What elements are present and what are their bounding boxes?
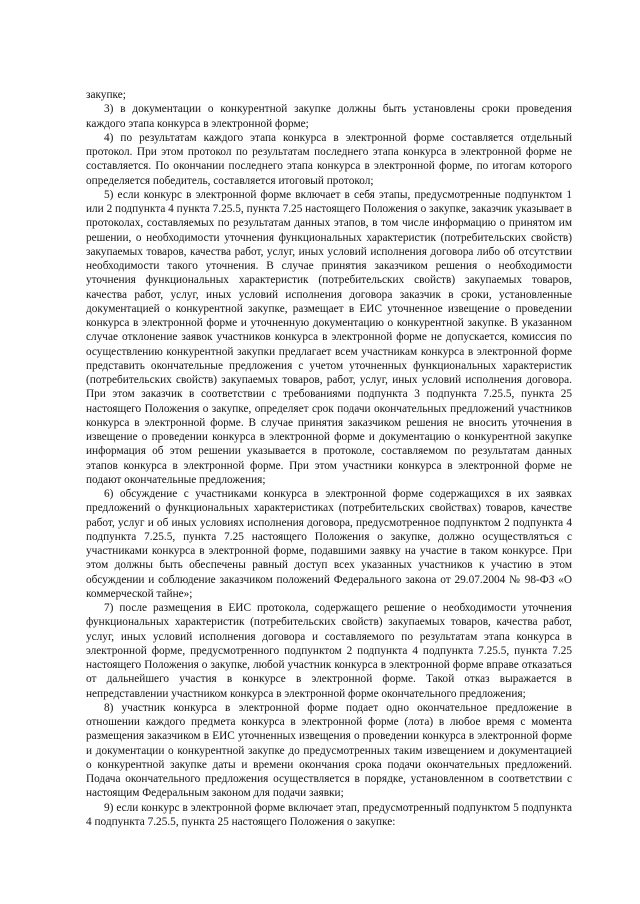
document-body (86, 88, 572, 829)
paragraph-item-9: 9) если конкурс в электронной форме включает этап, предусмотренный подпунктом 5 подпункта 4 подпункта 7.25.5, пункта 25 настоящего Положения о закупке: (86, 801, 572, 828)
paragraph-item-7: 7) после размещения в ЕИС протокола, содержащего решение о необходимости уточнения функциональных характеристик (потребительских свойств) закупаемых товаров, качества работ, услуг, иных условий исполнения договора и составляемого по результатам этапа конкурса в электронной форме, предусмотренного подпунктом 2 подпункта 4 подпункта 7.25.5, пункта 7.25 настоящего Положения о закупке, любой участник конкурса в электронной форме вправе отказаться от дальнейшего участия в конкурсе в электронной форме. Такой отказ выражается в непредставлении участником конкурса в электронной форме окончательного предложения; (86, 602, 572, 700)
paragraph-item-6: 6) обсуждение с участниками конкурса в электронной форме содержащихся в их заявках предложений о функциональных характеристиках (потребительских свойствах) товаров, качестве работ, услуг и об иных условиях исполнения договора, предусмотренное подпунктом 2 подпункта 4 подпункта 7.25.5, пункта 7.25 настоящего Положения о закупке, должно осуществляться с участниками конкурса в электронной форме, подавшими заявку на участие в таком конкурсе. При этом должны быть обеспечены равный доступ всех указанных участников к участию в этом обсуждении и соблюдение заказчиком положений Федерального закона от 29.07.2004 № 98-ФЗ «О коммерческой тайне»; (86, 488, 572, 600)
paragraph-item-8: 8) участник конкурса в электронной форме подает одно окончательное предложение в отношении каждого предмета конкурса в электронной форме (лота) в любое время с момента размещения заказчиком в ЕИС уточненных извещения о проведении конкурса в электронной форме и документации о конкурентной закупке до предусмотренных таким извещением и документацией о конкурентной закупке даты и времени окончания срока подачи окончательных предложений. Подача окончательного предложения осуществляется в порядке, установленном в соответствии с настоящим Федеральным законом для подачи заявки; (86, 701, 572, 800)
paragraph-continuation: закупке; (86, 89, 126, 101)
paragraph-item-3: 3) в документации о конкурентной закупке должны быть установлены сроки проведения каждого этапа конкурса в электронной форме; (86, 103, 572, 130)
paragraph-item-5: 5) если конкурс в электронной форме включает в себя этапы, предусмотренные подпунктом 1 или 2 подпункта 4 пункта 7.25.5, пункта 7.25 настоящего Положения о закупке, заказчик указывает в протоколах, составляемых по результатам данных этапов, в том числе информацию о принятом им решении, о необходимости уточнения функциональных характеристик (потребительских свойств) закупаемых товаров, качества работ, услуг, иных условий исполнения договора либо об отсутствии необходимости такого уточнения. В случае принятия заказчиком решения о необходимости уточнения функциональных характеристик (потребительских свойств) закупаемых товаров, качества работ, услуг, иных условий исполнения договора заказчик в сроки, установленные документацией о конкурентной закупке, размещает в ЕИС уточненное извещение о проведении конкурса в электронной форме и уточненную документацию о конкурентной закупке. В указанном случае отклонение заявок участников конкурса в электронной форме не допускается, комиссия по осуществлению конкурентной закупки предлагает всем участникам конкурса в электронной форме представить окончательные предложения с учетом уточненных функциональных характеристик (потребительских свойств) закупаемых товаров, работ, услуг, иных условий исполнения договора. При этом заказчик в соответствии с требованиями подпункта 3 подпункта 7.25.5, пункта 25 настоящего Положения о закупке, определяет срок подачи окончательных предложений участников конкурса в электронной форме. В случае принятия заказчиком решения не вносить уточнения в извещение о проведении конкурса в электронной форме и документацию о конкурентной закупке информация об этом решении указывается в протоколе, составляемом по результатам данных этапов конкурса в электронной форме. При этом участники конкурса в электронной форме не подают окончательные предложения; (86, 188, 572, 486)
paragraph-item-4: 4) по результатам каждого этапа конкурса в электронной форме составляется отдельный протокол. При этом протокол по результатам последнего этапа конкурса в электронной форме не составляется. По окончании последнего этапа конкурса в электронной форме, по итогам которого определяется победитель, составляется итоговый протокол; (86, 131, 572, 187)
